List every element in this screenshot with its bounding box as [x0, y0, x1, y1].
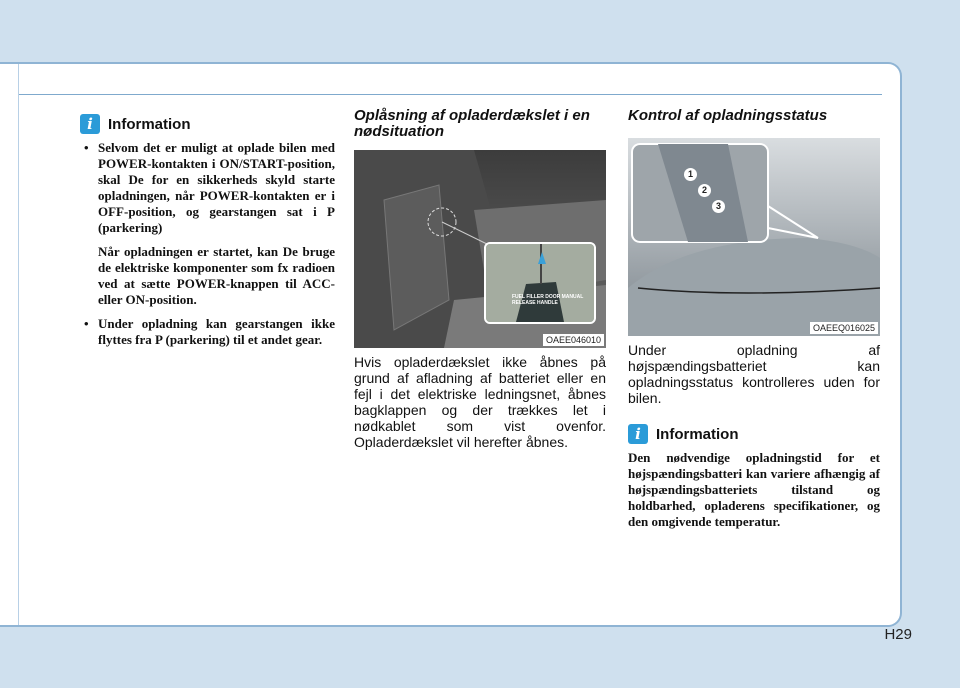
header-rule: [18, 94, 882, 95]
callout-1: 1: [684, 168, 697, 181]
info-bullet-1: [80, 140, 335, 308]
charging-time-info: Den nødvendige opladningstid for et højspændingsbatteri kan variere afhængig af højspændingsbatteriets tilstand og holdbarhed, opladerens specifikationer, og den omgivende temperatur.: [628, 450, 880, 529]
margin-rule: [18, 64, 19, 625]
figure-code: OAEE046010: [543, 334, 604, 346]
right-column: [628, 108, 880, 530]
emergency-release-body: Hvis opladerdækslet ikke åbnes på grund af afladning af batteriet eller en fejl i det elektriske ledningsnet, åbnes bagklappen og der trækkes let i nødkablet som vist ovenfor. Opladerdækslet vil herefter åbnes.: [354, 354, 606, 450]
info-icon: i: [628, 424, 648, 444]
info-header: [80, 112, 335, 136]
bullet-1-paragraph-2: Når opladningen er startet, kan De bruge de elektriske komponenter som fx radioen ved at sætte POWER-knappen til ACC- eller ON-position.: [98, 244, 335, 307]
callout-3: 3: [712, 200, 725, 213]
release-handle-label-line-1: FUEL FILLER DOOR MANUAL: [512, 294, 584, 300]
charging-status-figure: [628, 138, 880, 336]
release-handle-inset: [484, 242, 596, 324]
left-column: [80, 112, 335, 356]
release-handle-label-line-2: RELEASE HANDLE: [512, 300, 558, 306]
bullet-1-paragraph-1: • Selvom det er muligt at oplade bilen med POWER-kontakten i ON/START-position, skal De for en sikkerheds skyld starte opladningen, når POWER-kontakten er i OFF-position, og gearstangen sat i P (parkering): [98, 140, 335, 235]
trunk-release-figure: [354, 150, 606, 348]
section-title-charging-status: Kontrol af opladningsstatus: [628, 107, 828, 124]
info-title: Information: [108, 115, 191, 133]
info-title-2: Information: [656, 425, 739, 443]
figure-code: OAEEQ016025: [810, 322, 878, 334]
page-number: H29: [884, 626, 912, 643]
bullet-2-paragraph: • Under opladning kan gearstangen ikke flyttes fra P (parkering) til et andet gear.: [98, 316, 335, 347]
release-handle-label: [512, 294, 583, 306]
info-bullet-2: [80, 316, 335, 348]
charging-status-body: Under opladning af højspændingsbatteriet kan opladningsstatus kontrolleres uden for bilen.: [628, 342, 880, 406]
section-title-emergency-release: Oplåsning af opladerdækslet i en nødsituation: [354, 107, 590, 140]
car-hood-illustration: [628, 138, 880, 336]
info-header-2: [628, 422, 880, 446]
info-icon: i: [80, 114, 100, 134]
middle-column: [354, 108, 606, 450]
callout-2: 2: [698, 184, 711, 197]
release-handle-illustration: [486, 244, 594, 322]
